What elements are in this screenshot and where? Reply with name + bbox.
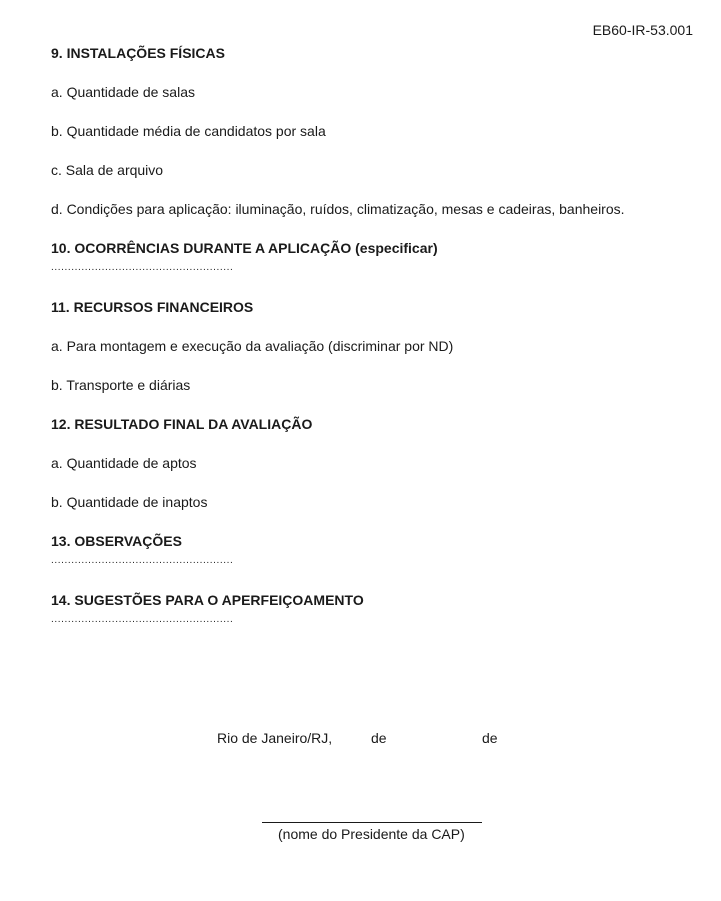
section-13-fill-line: ...................................................... <box>51 555 234 566</box>
section-10-title: 10. OCORRÊNCIAS DURANTE A APLICAÇÃO (especificar) <box>51 240 438 256</box>
document-code: EB60-IR-53.001 <box>592 22 693 38</box>
section-12-item-a: a. Quantidade de aptos <box>51 455 197 471</box>
date-de-2: de <box>482 730 498 746</box>
section-11-item-a: a. Para montagem e execução da avaliação (discriminar por ND) <box>51 338 454 354</box>
section-11-item-b: b. Transporte e diárias <box>51 377 191 393</box>
section-9-item-b: b. Quantidade média de candidatos por sala <box>51 123 326 139</box>
section-14-fill-line: ...................................................... <box>51 614 234 625</box>
section-10-fill-line: ...................................................... <box>51 262 234 273</box>
section-9-item-c: c. Sala de arquivo <box>51 162 164 178</box>
section-11-title: 11. RECURSOS FINANCEIROS <box>51 299 254 315</box>
section-12-title: 12. RESULTADO FINAL DA AVALIAÇÃO <box>51 416 313 432</box>
signature-line <box>262 822 482 823</box>
section-12-item-b: b. Quantidade de inaptos <box>51 494 208 510</box>
section-9-title: 9. INSTALAÇÕES FÍSICAS <box>51 45 225 61</box>
signature-name: (nome do Presidente da CAP) <box>278 826 465 842</box>
date-de-1: de <box>371 730 387 746</box>
section-9-item-a: a. Quantidade de salas <box>51 84 195 100</box>
section-14-title: 14. SUGESTÕES PARA O APERFEIÇOAMENTO <box>51 592 364 608</box>
date-place: Rio de Janeiro/RJ, <box>217 730 333 746</box>
section-9-item-d: d. Condições para aplicação: iluminação, ruídos, climatização, mesas e cadeiras, banheiros. <box>51 201 625 217</box>
section-13-title: 13. OBSERVAÇÕES <box>51 533 182 549</box>
